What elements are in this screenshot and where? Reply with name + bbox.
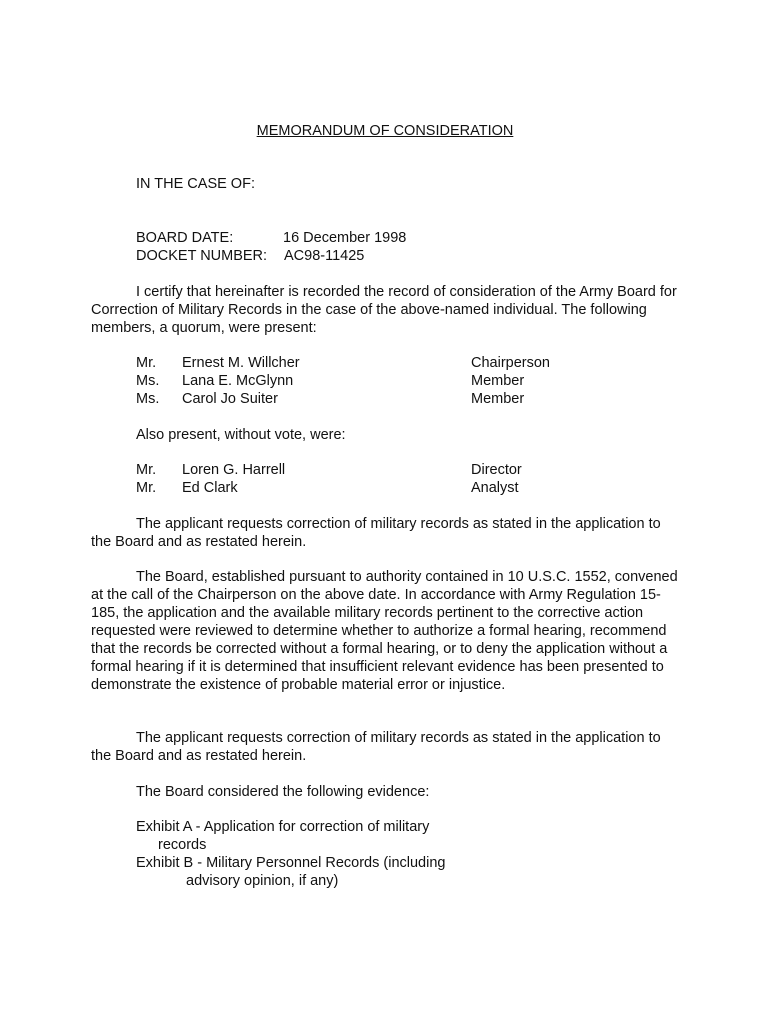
member-name: Carol Jo Suiter: [182, 391, 278, 407]
member-name: Lana E. McGlynn: [182, 373, 294, 389]
board-paragraph: [91, 568, 681, 694]
case-label: IN THE CASE OF:: [136, 176, 255, 192]
request-text-2: The applicant requests correction of military records as stated in the application to the Board and as restated herein.: [91, 730, 661, 764]
request-text-1: The applicant requests correction of military records as stated in the application to the Board and as restated herein.: [91, 516, 661, 550]
exhibit-a-line1: Exhibit A - Application for correction of military: [136, 819, 430, 835]
other-salutation: Mr.: [136, 462, 157, 478]
member-row: [136, 390, 616, 408]
member-name: Ernest M. Willcher: [182, 355, 300, 371]
board-date-value: 16 December 1998: [283, 230, 407, 246]
request-paragraph-2: [91, 729, 681, 765]
also-present-text: Also present, without vote, were:: [136, 427, 346, 443]
others-list: [136, 461, 616, 497]
evidence-intro: The Board considered the following evidence:: [136, 784, 430, 800]
member-role: Chairperson: [471, 355, 550, 371]
member-salutation: Mr.: [136, 355, 157, 371]
board-date-label: BOARD DATE:: [136, 230, 234, 246]
certify-paragraph: [91, 283, 691, 337]
exhibit-a-line2: records: [158, 837, 207, 853]
member-role: Member: [471, 391, 525, 407]
other-role: Analyst: [471, 480, 519, 496]
member-salutation: Ms.: [136, 391, 160, 407]
member-role: Member: [471, 373, 525, 389]
request-paragraph-1: [91, 515, 681, 551]
other-role: Director: [471, 462, 522, 478]
member-row: [136, 372, 616, 390]
other-salutation: Mr.: [136, 480, 157, 496]
certify-text: I certify that hereinafter is recorded the record of consideration of the Army Board for Correction of Military Records in the case of the above-named individual. The following members, a quorum, were present:: [91, 284, 677, 336]
other-name: Loren G. Harrell: [182, 462, 286, 478]
memo-title: MEMORANDUM OF CONSIDERATION: [256, 123, 514, 139]
exhibit-b-line2: advisory opinion, if any): [186, 873, 339, 889]
member-salutation: Ms.: [136, 373, 160, 389]
docket-number-value: AC98-11425: [284, 248, 365, 264]
members-list: [136, 354, 616, 408]
member-row: [136, 354, 616, 372]
other-name: Ed Clark: [182, 480, 238, 496]
other-row: [136, 461, 616, 479]
other-row: [136, 479, 616, 497]
docket-number-label: DOCKET NUMBER:: [136, 248, 268, 264]
exhibit-b-line1: Exhibit B - Military Personnel Records (including: [136, 855, 446, 871]
board-text: The Board, established pursuant to authority contained in 10 U.S.C. 1552, convened at the call of the Chairperson on the above date. In accordance with Army Regulation 15-185, the application and the available military records pertinent to the corrective action requested were reviewed to determine whether to authorize a formal hearing, recommend that the records be corrected without a formal hearing, or to deny the application without a formal hearing if it is determined that insufficient relevant evidence has been presented to demonstrate the existence of probable material error or injustice.: [91, 569, 678, 693]
